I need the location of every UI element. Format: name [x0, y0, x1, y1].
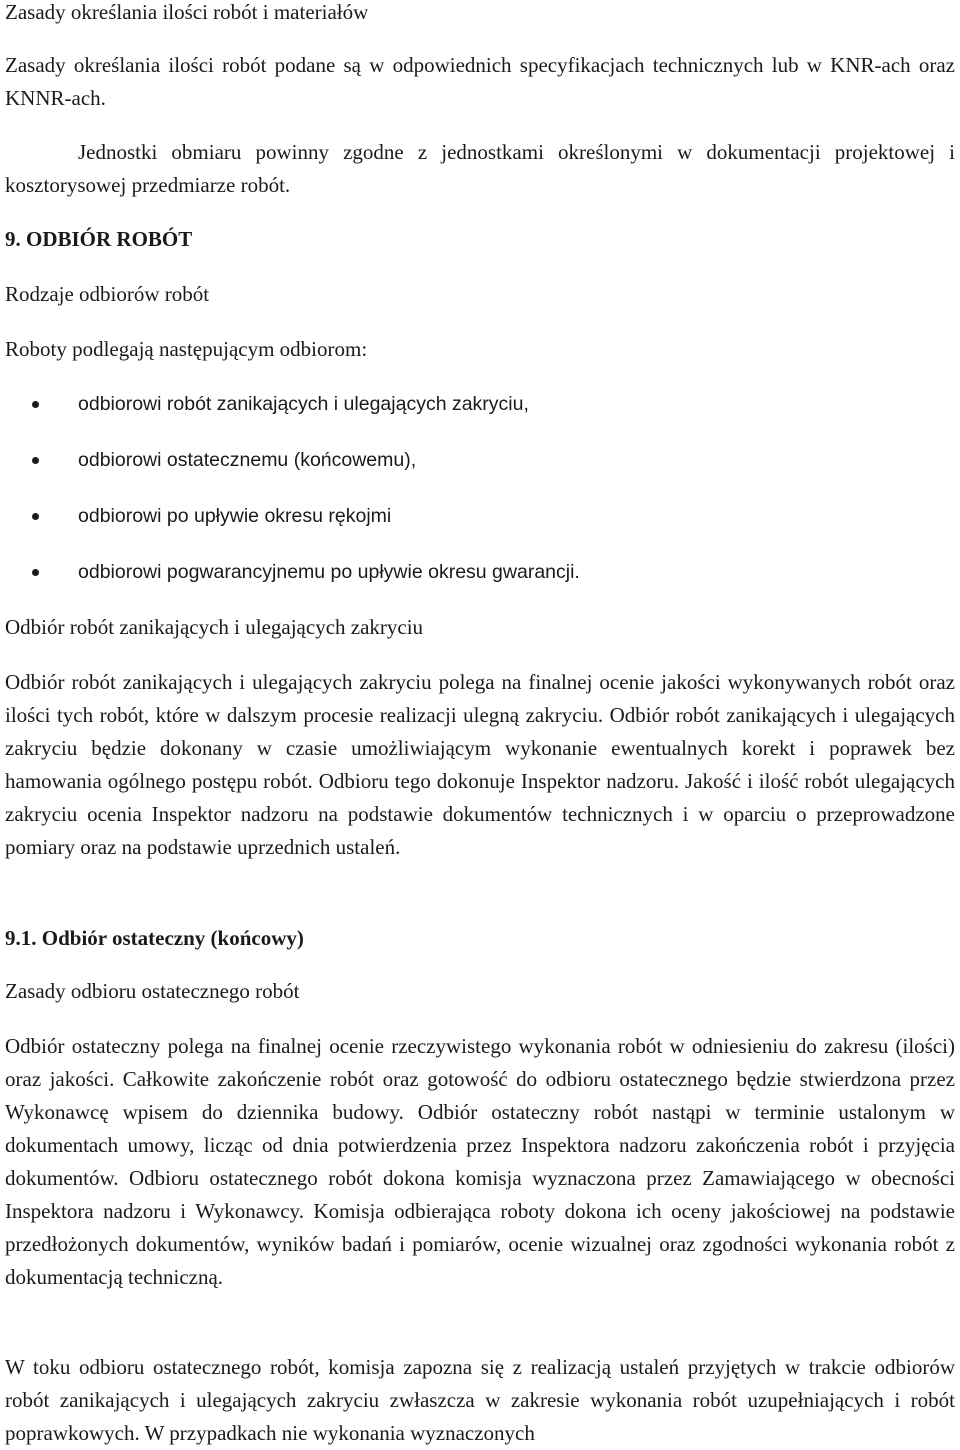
subheading-types: Rodzaje odbiorów robót [5, 282, 210, 306]
list-item: odbiorowi ostatecznemu (końcowemu), [5, 444, 955, 500]
list-item: odbiorowi pogwarancyjnemu po upływie okresu gwarancji. [5, 556, 955, 612]
bullet-icon [32, 401, 39, 408]
bullet-icon [32, 569, 39, 576]
paragraph-zanikajace: Odbiór robót zanikających i ulegających zakryciu polega na finalnej ocenie jakości wykonywanych robót oraz ilości tych robót, które w dalszym procesie realizacji ulegną zakryciu. Odbiór robót zanikających i ulegających zakryciu będzie dokonany w czasie umożliwiającym wykonanie ewentualnych korekt i poprawek bez hamowania ogólnego postępu robót. Odbioru tego dokonuje Inspektor nadzoru. Jakość i ilość robót ulegających zakryciu ocenia Inspektor nadzoru na podstawie dokumentów technicznych i w oparciu o przeprowadzone pomiary oraz na podstawie uprzednich ustaleń. [5, 670, 955, 859]
paragraph-units: Jednostki obmiaru powinny zgodne z jednostkami określonymi w dokumentacji projektowej i kosztorysowej przedmiarze robót. [5, 140, 955, 197]
list-item: odbiorowi robót zanikających i ulegających zakryciu, [5, 388, 955, 444]
paragraph-komisja: W toku odbioru ostatecznego robót, komisja zapozna się z realizacją ustaleń przyjętych w trakcie odbiorów robót zanikających i ulegających zakryciu zwłaszcza w zakresie wykonania robót uzupełniających i robót poprawkowych. W przypadkach nie wykonania wyznaczonych [5, 1355, 955, 1445]
bullet-icon [32, 457, 39, 464]
list-item: odbiorowi po upływie okresu rękojmi [5, 500, 955, 556]
bullet-icon [32, 513, 39, 520]
subheading-ostateczny: Zasady odbioru ostatecznego robót [5, 979, 300, 1003]
bullet-list-odbiory [5, 388, 955, 612]
paragraph-quantities-rules: Zasady określania ilości robót podane są w odpowiednich specyfikacjach technicznych lub w KNR-ach oraz KNNR-ach. [5, 53, 955, 110]
subheading-zanikajace: Odbiór robót zanikających i ulegających zakryciu [5, 615, 424, 639]
section-heading-9: 9. ODBIÓR ROBÓT [5, 227, 193, 251]
section-heading-9-1: 9.1. Odbiór ostateczny (końcowy) [5, 926, 304, 950]
paragraph-intro-odbiory: Roboty podlegają następującym odbiorom: [5, 337, 368, 361]
paragraph-ostateczny: Odbiór ostateczny polega na finalnej ocenie rzeczywistego wykonania robót w odniesieniu do zakresu (ilości) oraz jakości. Całkowite zakończenie robót oraz gotowość do odbioru ostatecznego będzie stwierdzona przez Wykonawcę wpisem do dziennika budowy. Odbiór ostateczny robót nastąpi w terminie ustalonym w dokumentach umowy, licząc od dnia potwierdzenia przez Inspektora nadzoru zakończenia robót i przyjęcia dokumentów. Odbioru ostatecznego robót dokona komisja wyznaczona przez Zamawiającego w obecności Inspektora nadzoru i Wykonawcy. Komisja odbierająca roboty dokona ich oceny jakościowej na podstawie przedłożonych dokumentów, wyników badań i pomiarów, ocenie wizualnej oraz zgodności wykonania robót z dokumentacją techniczną. [5, 1034, 955, 1289]
section-title-quantities: Zasady określania ilości robót i materiałów [5, 0, 369, 24]
